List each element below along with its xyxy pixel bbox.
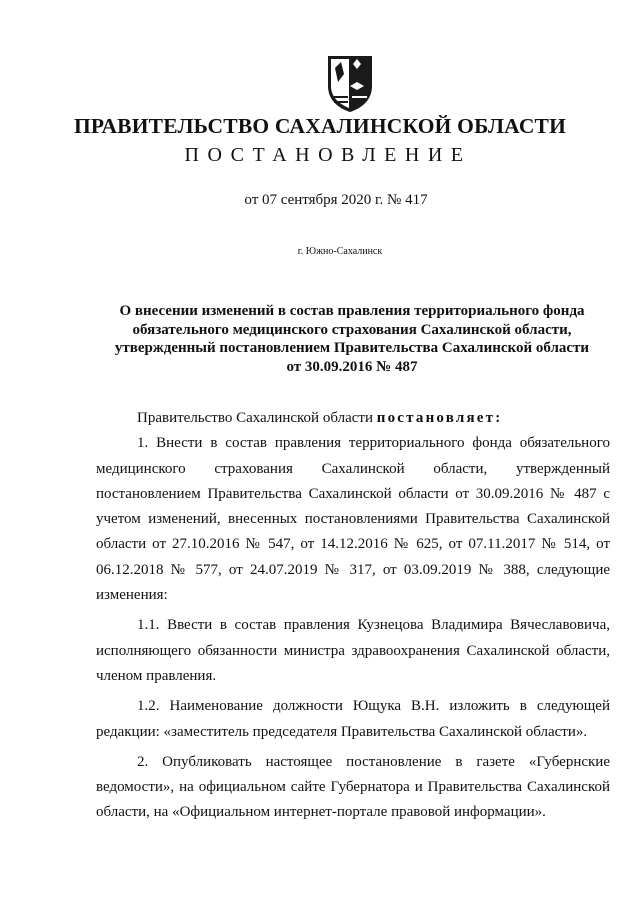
preamble-emphasis: постановляет: bbox=[376, 410, 503, 426]
city: г. Южно-Сахалинск bbox=[297, 246, 383, 257]
paragraph-1-2: 1.2. Наименование должности Ющука В.Н. изложить в следующей редакции: «заместитель председателя Правительства Сахалинской области». bbox=[96, 698, 610, 740]
preamble-text: Правительство Сахалинской области bbox=[137, 410, 377, 426]
paragraph-1: 1. Внести в состав правления территориального фонда обязательного медицинского страхования Сахалинской области, утвержденный постановлением Правительства Сахалинской области от 30.09.2016 № 487 с учетом изменений, внесенных постановлениями Правительства Сахалинской области от 27.10.2016 № 547, от 14.12.2016 № 625, от 07.11.2017 № 514, от 06.12.2018 № 577, от 24.07.2019 № 317, от 03.09.2019 № 388, следующие изменения: bbox=[96, 435, 610, 604]
paragraph-1-1: 1.1. Ввести в состав правления Кузнецова Владимира Вячеславовича, исполняющего обязанности министра здравоохранения Сахалинской области, членом правления. bbox=[96, 617, 610, 684]
document-body bbox=[96, 406, 610, 826]
document-type: ПОСТАНОВЛЕНИЕ bbox=[184, 144, 472, 166]
document-subject: О внесении изменений в состав правления территориального фонда обязательного медицинского страхования Сахалинской области, утвержденный постановлением Правительства Сахалинской области от 30.09.2016 № 487 bbox=[114, 303, 590, 375]
sakhalin-coat-of-arms-icon bbox=[322, 52, 378, 114]
preamble bbox=[96, 406, 610, 431]
document-date-number: от 07 сентября 2020 г. № 417 bbox=[244, 192, 428, 208]
paragraph-2: 2. Опубликовать настоящее постановление в газете «Губернские ведомости», на официальном сайте Губернатора и Правительства Сахалинской области, на «Официальном интернет-портале правовой информации». bbox=[96, 753, 610, 821]
government-title: ПРАВИТЕЛЬСТВО САХАЛИНСКОЙ ОБЛАСТИ bbox=[73, 114, 567, 138]
